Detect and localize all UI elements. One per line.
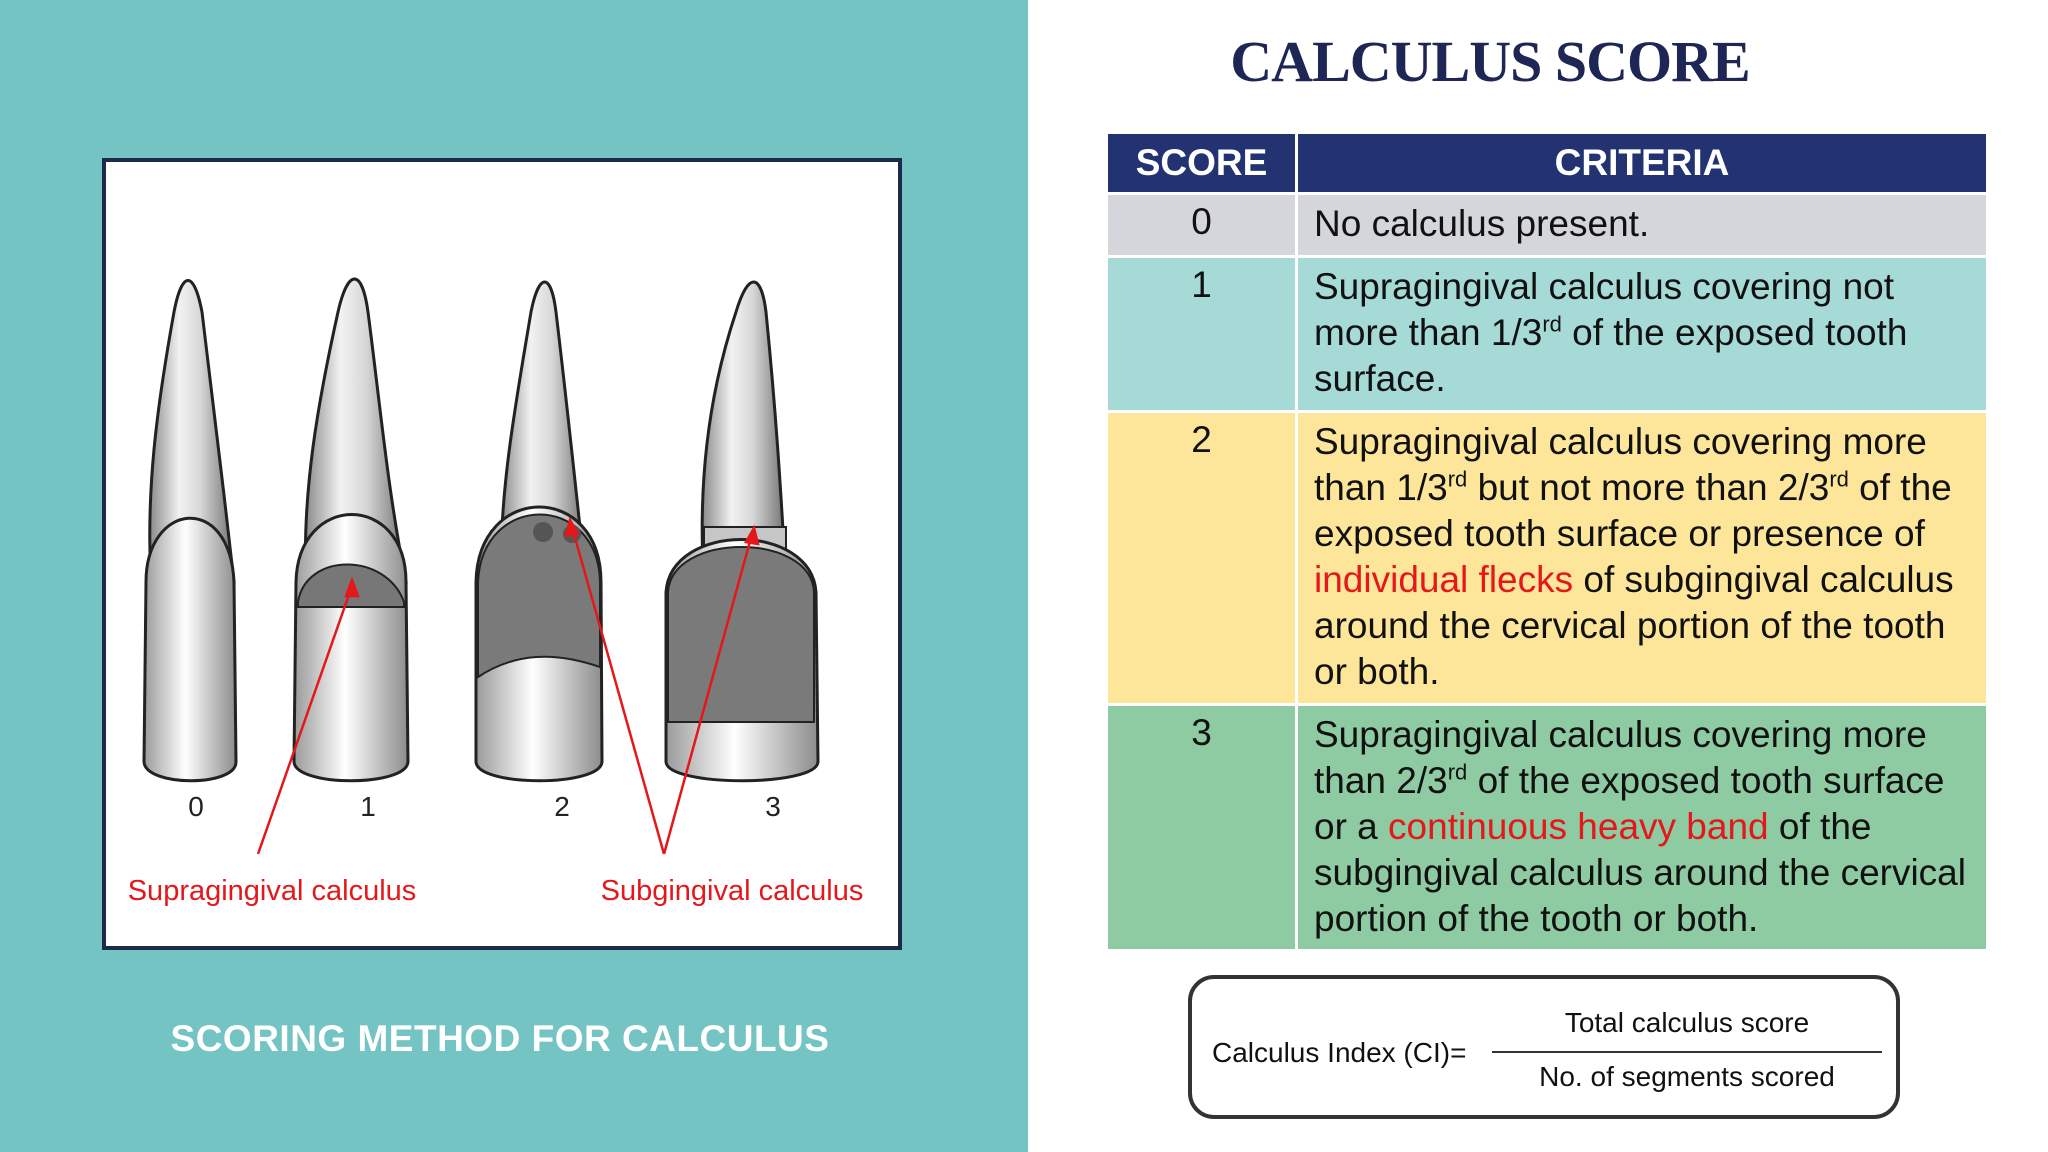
score-cell: 3 [1108,706,1298,949]
criteria-cell: Supragingival calculus covering more than 2/3rd of the exposed tooth surface or a continuous heavy band of the subgingival calculus around the cervical portion of the tooth or both. [1314,714,1966,939]
highlight-individual-flecks: individual flecks [1314,559,1574,600]
tooth-figure [102,158,902,950]
criteria-cell: Supragingival calculus covering not more than 1/3rd of the exposed tooth surface. [1314,266,1908,399]
formula-numerator: Total calculus score [1564,1007,1810,1038]
table-row [1108,413,1986,706]
table-row [1108,706,1986,949]
highlight-continuous-band: continuous heavy band [1388,806,1769,847]
tooth-label-0: 0 [188,791,204,822]
formula-label: Calculus Index (CI)= [1212,1037,1467,1068]
subgingival-label: Subgingival calculus [600,875,864,907]
tooth-label-1: 1 [360,791,376,822]
fraction-bar [1492,1051,1882,1053]
supragingival-label: Supragingival calculus [127,875,417,907]
figure-caption: SCORING METHOD FOR CALCULUS [170,1018,830,1059]
tooth-3 [666,282,818,781]
table-row [1108,195,1986,258]
table-row [1108,258,1986,413]
tooth-label-3: 3 [765,791,781,822]
formula-box [1188,975,1900,1119]
tooth-illustration [106,162,898,946]
tooth-2 [476,282,602,781]
header-score: SCORE [1108,134,1298,192]
score-cell: 0 [1108,195,1298,255]
table-header [1108,134,1986,195]
tooth-0 [144,281,236,781]
tooth-label-2: 2 [554,791,570,822]
criteria-cell: Supragingival calculus covering more than 1/3rd but not more than 2/3rd of the exposed tooth surface or presence of individual flecks of subgingival calculus around the cervical portion of the tooth or both. [1314,421,1954,692]
formula-denominator: No. of segments scored [1539,1061,1835,1092]
criteria-cell: No calculus present. [1314,203,1650,244]
header-criteria: CRITERIA [1554,142,1730,183]
score-table [1108,134,1986,949]
score-cell: 1 [1108,258,1298,410]
score-cell: 2 [1108,413,1298,703]
slide-title: CALCULUS SCORE [1230,29,1750,94]
